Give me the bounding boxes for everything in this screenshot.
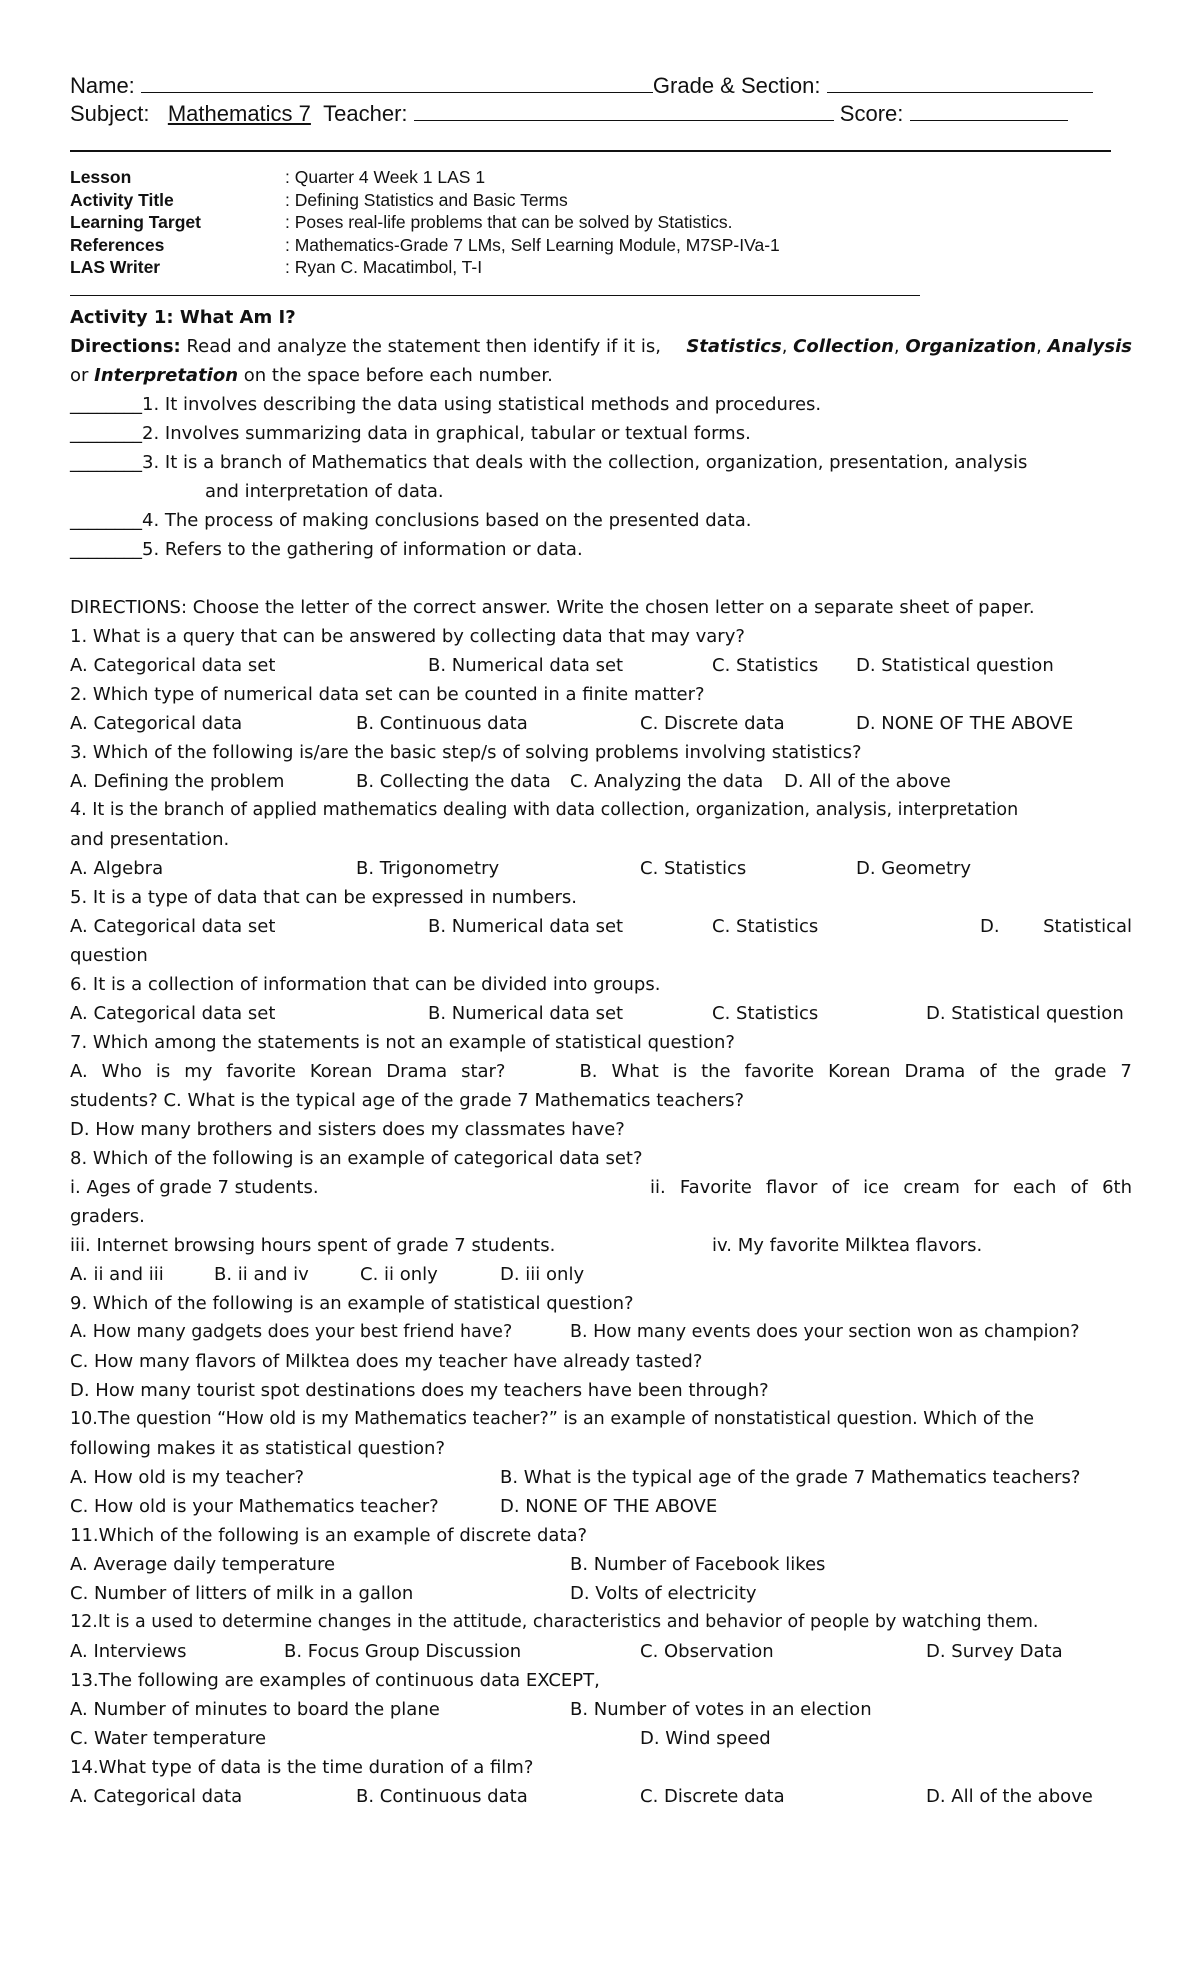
option: B. How many events does your section won as champion? xyxy=(570,1322,1080,1342)
option: A. Categorical data set xyxy=(70,655,276,676)
options-row: D. How many brothers and sisters does my classmates have? xyxy=(70,1119,625,1140)
options-row xyxy=(70,1724,1132,1753)
options-row xyxy=(70,1260,1132,1289)
question-text: 12.It is a used to determine changes in the attitude, characteristics and behavior of people by watching them. xyxy=(70,1612,1039,1632)
option: C. How old is your Mathematics teacher? xyxy=(70,1496,439,1517)
option: B. Numerical data set xyxy=(428,655,624,676)
option: A. How many gadgets does your best friend have? xyxy=(70,1322,513,1342)
question-text: 4. It is the branch of applied mathematics dealing with data collection, organization, analysis, interpretation xyxy=(70,800,1019,820)
option: A. Categorical data xyxy=(70,713,243,734)
activity-title: Activity 1: What Am I? xyxy=(70,307,296,328)
activity-item: ________1. It involves describing the data using statistical methods and procedures. xyxy=(70,394,822,415)
option: C. Discrete data xyxy=(640,1786,785,1807)
subject-row xyxy=(70,100,1068,127)
activity-1 xyxy=(70,303,1132,564)
option: B. Number of votes in an election xyxy=(570,1699,872,1720)
option: D. NONE OF THE ABOVE xyxy=(500,1496,718,1517)
option: B. Trigonometry xyxy=(356,858,500,879)
options-row xyxy=(70,1782,1132,1811)
options-row xyxy=(70,1579,1132,1608)
activity-directions: Directions: Read and analyze the statement then identify if it is, Statistics, Collection, Organization, Analysis xyxy=(70,336,1132,357)
choice: iv. My favorite Milktea flavors. xyxy=(712,1235,983,1256)
options-row xyxy=(70,1637,1132,1666)
question-text: 3. Which of the following is/are the basic step/s of solving problems involving statistics? xyxy=(70,742,862,763)
subject-label: Subject: xyxy=(70,101,150,126)
option: C. ii only xyxy=(360,1264,438,1285)
option: C. Statistics xyxy=(712,1003,819,1024)
option: A. Categorical data xyxy=(70,1786,243,1807)
option: B. Continuous data xyxy=(356,1786,528,1807)
name-row xyxy=(70,72,1093,99)
answer-blank[interactable]: ________ xyxy=(70,510,142,531)
question-text: 1. What is a query that can be answered by collecting data that may vary? xyxy=(70,626,745,647)
question-text: 7. Which among the statements is not an example of statistical question? xyxy=(70,1032,735,1053)
question-text-wrap: following makes it as statistical question? xyxy=(70,1438,446,1459)
option: B. ii and iv xyxy=(214,1264,309,1285)
teacher-blank[interactable] xyxy=(414,100,834,121)
choice-wrap: graders. xyxy=(70,1206,145,1227)
option: Statistical xyxy=(1043,916,1132,937)
option: C. Statistics xyxy=(712,655,819,676)
option: A. Categorical data set xyxy=(70,916,276,937)
option: B. Continuous data xyxy=(356,713,528,734)
option: A. Number of minutes to board the plane xyxy=(70,1699,440,1720)
option: D. How many tourist spot destinations does my teachers have been through? xyxy=(70,1380,769,1401)
option: B. Numerical data set xyxy=(428,916,624,937)
option: C. Water temperature xyxy=(70,1728,267,1749)
option: C. Discrete data xyxy=(640,713,785,734)
options-row xyxy=(70,1463,1132,1492)
option: C. How many flavors of Milktea does my teacher have already tasted? xyxy=(70,1351,703,1372)
option: A. How old is my teacher? xyxy=(70,1467,305,1488)
option: B. Numerical data set xyxy=(428,1003,624,1024)
lesson-divider xyxy=(70,295,920,296)
options-row xyxy=(70,651,1132,680)
option: D. Survey Data xyxy=(926,1641,1063,1662)
name-label: Name: xyxy=(70,73,135,98)
options-row xyxy=(70,767,1132,796)
lesson-info-row: Lesson : Quarter 4 Week 1 LAS 1 xyxy=(70,167,486,187)
option: A. ii and iii xyxy=(70,1264,164,1285)
option: C. Observation xyxy=(640,1641,774,1662)
option: B. Focus Group Discussion xyxy=(284,1641,522,1662)
activity-directions-cont: or Interpretation on the space before each number. xyxy=(70,365,553,386)
option: D. iii only xyxy=(500,1264,585,1285)
option-wrap: question xyxy=(70,945,148,966)
lesson-info-row: Activity Title : Defining Statistics and Basic Terms xyxy=(70,189,568,210)
activity-item: ________3. It is a branch of Mathematics that deals with the collection, organization, presentation, analysis xyxy=(70,452,1028,473)
option: A. Defining the problem xyxy=(70,771,285,792)
option: C. Analyzing the data xyxy=(570,771,764,792)
choices-row xyxy=(70,1231,1132,1260)
option: A. Average daily temperature xyxy=(70,1554,336,1575)
question-text: 8. Which of the following is an example of categorical data set? xyxy=(70,1148,643,1169)
option: C. Number of litters of milk in a gallon xyxy=(70,1583,414,1604)
activity-item: ________2. Involves summarizing data in graphical, tabular or textual forms. xyxy=(70,423,751,444)
question-text: 14.What type of data is the time duration of a film? xyxy=(70,1757,534,1778)
activity-item-wrap: and interpretation of data. xyxy=(205,481,444,502)
options-row xyxy=(70,912,1132,941)
options-row xyxy=(70,1695,1132,1724)
option: D. Wind speed xyxy=(640,1728,771,1749)
mc-directions: DIRECTIONS: Choose the letter of the correct answer. Write the chosen letter on a separate sheet of paper. xyxy=(70,597,1035,618)
grade-section-blank[interactable] xyxy=(827,72,1093,93)
option: B. What is the typical age of the grade 7 Mathematics teachers? xyxy=(500,1467,1081,1488)
choice: i. Ages of grade 7 students. xyxy=(70,1177,319,1198)
option: B. Number of Facebook likes xyxy=(570,1554,826,1575)
option: A. Categorical data set xyxy=(70,1003,276,1024)
multiple-choice xyxy=(70,593,1132,1811)
option: D. NONE OF THE ABOVE xyxy=(856,713,1074,734)
options-row xyxy=(70,1318,1132,1347)
options-row xyxy=(70,709,1132,738)
question-text: 10.The question “How old is my Mathematics teacher?” is an example of nonstatistical question. Which of the xyxy=(70,1409,1034,1429)
score-blank[interactable] xyxy=(910,100,1068,121)
score-label: Score: xyxy=(839,101,904,126)
option: D. Statistical question xyxy=(856,655,1054,676)
activity-item: ________4. The process of making conclusions based on the presented data. xyxy=(70,510,752,531)
name-blank[interactable] xyxy=(141,72,653,93)
question-text-wrap: and presentation. xyxy=(70,829,230,850)
question-text: 2. Which type of numerical data set can be counted in a finite matter? xyxy=(70,684,705,705)
option: D. Statistical question xyxy=(926,1003,1124,1024)
header-divider xyxy=(70,150,1111,152)
question-text: 11.Which of the following is an example of discrete data? xyxy=(70,1525,588,1546)
question-text: 6. It is a collection of information that can be divided into groups. xyxy=(70,974,661,995)
choices-row xyxy=(70,1173,1132,1202)
options-row xyxy=(70,1550,1132,1579)
answer-blank[interactable]: ________ xyxy=(70,452,142,473)
options-row xyxy=(70,1492,1132,1521)
options-row: students? C. What is the typical age of the grade 7 Mathematics teachers? xyxy=(70,1090,745,1111)
activity-item: ________5. Refers to the gathering of information or data. xyxy=(70,539,583,560)
answer-blank[interactable]: ________ xyxy=(70,423,142,444)
choice: iii. Internet browsing hours spent of grade 7 students. xyxy=(70,1235,556,1256)
option: A. Algebra xyxy=(70,858,164,879)
teacher-label: Teacher: xyxy=(323,101,408,126)
options-row xyxy=(70,999,1132,1028)
subject-value: Mathematics 7 xyxy=(167,101,311,126)
answer-blank[interactable]: ________ xyxy=(70,539,142,560)
option: B. Collecting the data xyxy=(356,771,551,792)
lesson-info-row: LAS Writer : Ryan C. Macatimbol, T-I xyxy=(70,257,483,277)
option: D. Geometry xyxy=(856,858,972,879)
options-row: A. Who is my favorite Korean Drama star? B. What is the favorite Korean Drama of the grade 7 xyxy=(70,1061,1132,1082)
choice: ii. Favorite flavor of ice cream for each of 6th xyxy=(650,1177,1132,1198)
option: D. All of the above xyxy=(784,771,951,792)
lesson-info-row: Learning Target : Poses real-life problems that can be solved by Statistics. xyxy=(70,212,733,232)
question-text: 13.The following are examples of continuous data EXCEPT, xyxy=(70,1670,600,1691)
lesson-info-row: References : Mathematics-Grade 7 LMs, Self Learning Module, M7SP-IVa-1 xyxy=(70,234,780,255)
option: A. Interviews xyxy=(70,1641,187,1662)
option: C. Statistics xyxy=(640,858,747,879)
option: C. Statistics xyxy=(712,916,819,937)
question-text: 9. Which of the following is an example of statistical question? xyxy=(70,1293,634,1314)
options-row xyxy=(70,854,1132,883)
lesson-info xyxy=(70,166,780,279)
option: D. All of the above xyxy=(926,1786,1093,1807)
option: D. xyxy=(980,916,1000,937)
question-text: 5. It is a type of data that can be expressed in numbers. xyxy=(70,887,578,908)
grade-section-label: Grade & Section: xyxy=(652,73,821,98)
answer-blank[interactable]: ________ xyxy=(70,394,142,415)
option: D. Volts of electricity xyxy=(570,1583,757,1604)
